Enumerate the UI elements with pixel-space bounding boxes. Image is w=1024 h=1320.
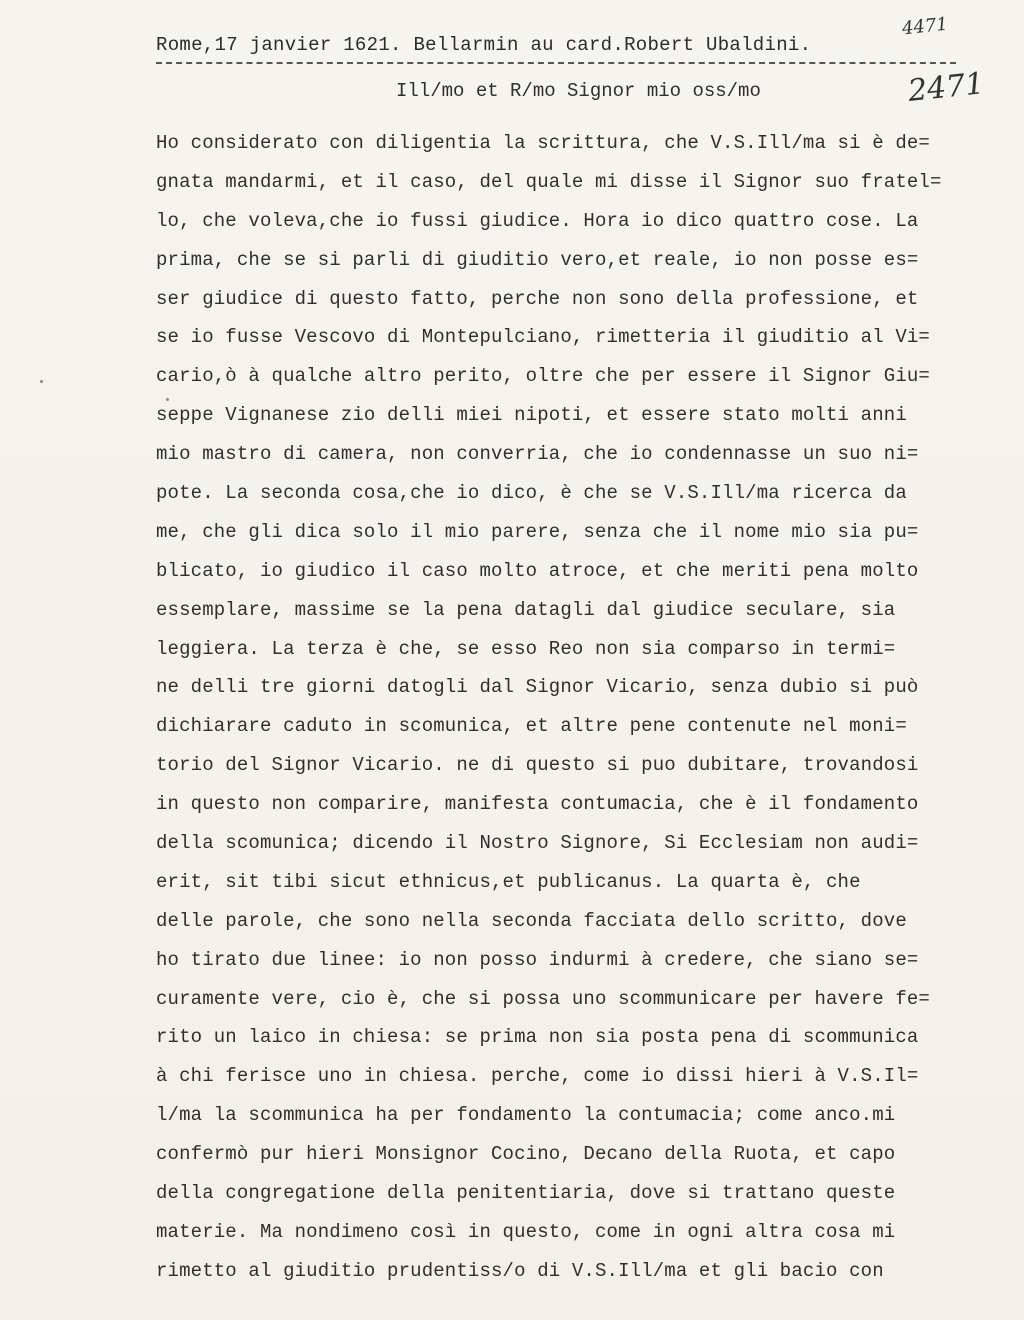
body-line: della congregatione della penitentiaria, dove si trattano queste bbox=[156, 1182, 896, 1205]
body-line: ho tirato due linee: io non posso indurmi à credere, che siano se= bbox=[156, 948, 919, 971]
paper-speck bbox=[40, 380, 43, 383]
body-line: materie. Ma nondimeno così in questo, come in ogni altra cosa mi bbox=[156, 1220, 896, 1243]
body-line: leggiera. La terza è che, se esso Reo non sia comparso in termi= bbox=[156, 637, 896, 660]
body-line: curamente vere, cio è, che si possa uno scommunicare per havere fe= bbox=[156, 987, 930, 1010]
body-line: cario,ò à qualche altro perito, oltre che per essere il Signor Giu= bbox=[156, 365, 930, 388]
body-line: blicato, io giudico il caso molto atroce, et che meriti pena molto bbox=[156, 559, 919, 582]
archive-number-handwritten-large: 2471 bbox=[906, 66, 986, 109]
salutation-line: Ill/mo et R/mo Signor mio oss/mo bbox=[396, 80, 761, 102]
document-header: Rome,17 janvier 1621. Bellarmin au card.Robert Ubaldini. bbox=[156, 34, 812, 56]
body-line: prima, che se si parli di giuditio vero,et reale, io non posse es= bbox=[156, 248, 919, 271]
body-line: della scomunica; dicendo il Nostro Signore, Si Ecclesiam non audi= bbox=[156, 832, 919, 855]
archive-number-handwritten-small: 4471 bbox=[901, 13, 949, 40]
body-line: l/ma la scommunica ha per fondamento la contumacia; come anco.mi bbox=[156, 1104, 896, 1127]
body-line: mio mastro di camera, non converria, che io condennasse un suo ni= bbox=[156, 443, 919, 466]
body-line: rimetto al giuditio prudentiss/o di V.S.Ill/ma et gli bacio con bbox=[156, 1259, 884, 1282]
body-line: delle parole, che sono nella seconda facciata dello scritto, dove bbox=[156, 909, 907, 932]
body-line: seppe Vignanese zio delli miei nipoti, et essere stato molti anni bbox=[156, 404, 907, 427]
body-line: erit, sit tibi sicut ethnicus,et publicanus. La quarta è, che bbox=[156, 870, 861, 893]
paper-speck bbox=[166, 398, 169, 401]
body-line: me, che gli dica solo il mio parere, senza che il nome mio sia pu= bbox=[156, 520, 919, 543]
body-line: torio del Signor Vicario. ne di questo si puo dubitare, trovandosi bbox=[156, 754, 919, 777]
body-line: gnata mandarmi, et il caso, del quale mi disse il Signor suo fratel= bbox=[156, 170, 942, 193]
body-line: lo, che voleva,che io fussi giudice. Hora io dico quattro cose. La bbox=[156, 209, 919, 232]
letter-body bbox=[156, 124, 976, 1291]
header-dashed-underline bbox=[156, 62, 956, 64]
body-line: à chi ferisce uno in chiesa. perche, come io dissi hieri à V.S.Il= bbox=[156, 1065, 919, 1088]
body-line: rito un laico in chiesa: se prima non sia posta pena di scommunica bbox=[156, 1026, 919, 1049]
body-line: in questo non comparire, manifesta contumacia, che è il fondamento bbox=[156, 793, 919, 816]
body-line: ser giudice di questo fatto, perche non sono della professione, et bbox=[156, 287, 919, 310]
body-line: dichiarare caduto in scomunica, et altre pene contenute nel moni= bbox=[156, 715, 907, 738]
body-line: essemplare, massime se la pena datagli dal giudice seculare, sia bbox=[156, 598, 896, 621]
body-line: ne delli tre giorni datogli dal Signor Vicario, senza dubio si può bbox=[156, 676, 919, 699]
body-line: Ho considerato con diligentia la scrittura, che V.S.Ill/ma si è de= bbox=[156, 132, 930, 154]
body-line: se io fusse Vescovo di Montepulciano, rimetteria il giuditio al Vi= bbox=[156, 326, 930, 349]
body-line: confermò pur hieri Monsignor Cocino, Decano della Ruota, et capo bbox=[156, 1143, 896, 1166]
body-line: pote. La seconda cosa,che io dico, è che se V.S.Ill/ma ricerca da bbox=[156, 482, 907, 505]
